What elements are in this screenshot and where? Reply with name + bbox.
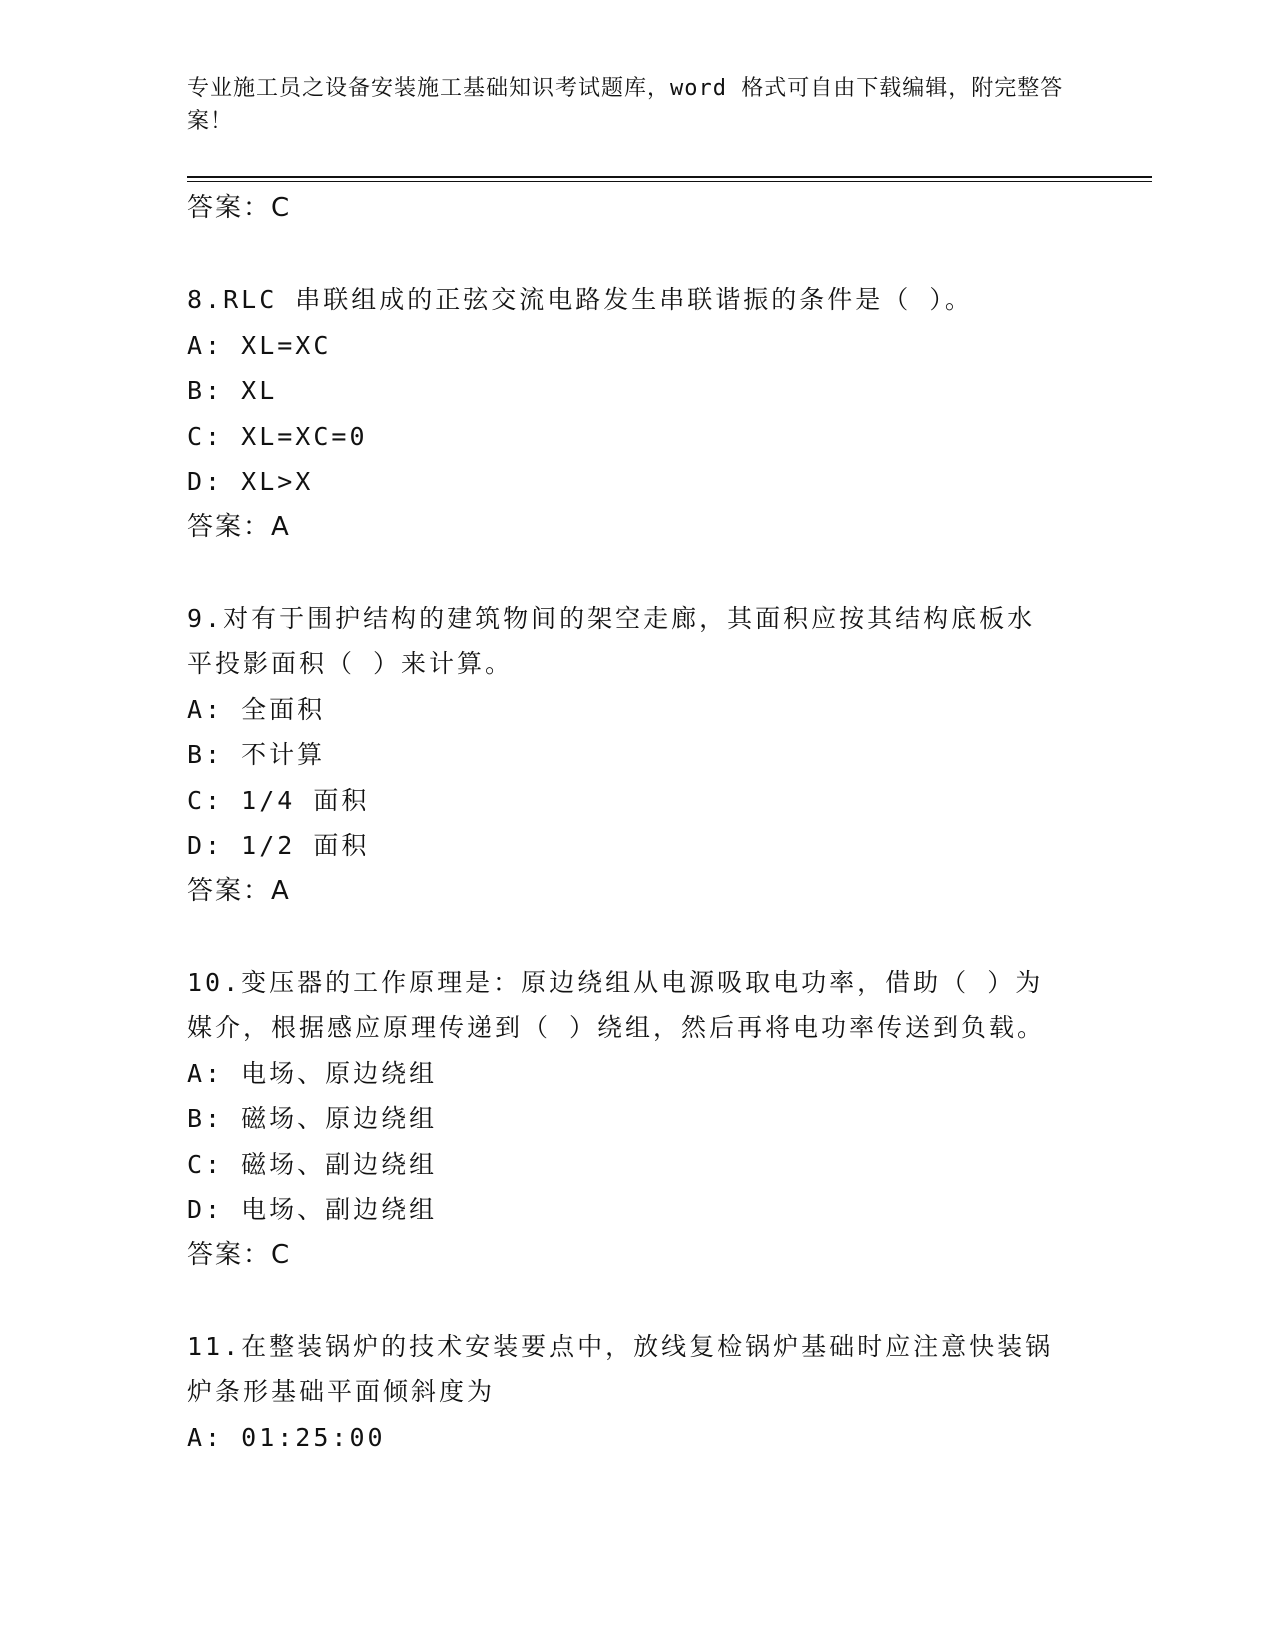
header-rule-thin bbox=[187, 181, 1152, 182]
question-item bbox=[187, 596, 1087, 915]
question-stem: 8.RLC 串联组成的正弦交流电路发生串联谐振的条件是（ ）。 bbox=[187, 285, 973, 314]
spacer bbox=[187, 550, 1087, 596]
answer-line: 答案：A bbox=[187, 511, 291, 542]
option-a: A: 全面积 bbox=[187, 694, 326, 724]
answer-line: 答案：A bbox=[187, 875, 291, 906]
option-d: D: 电场、副边绕组 bbox=[187, 1195, 438, 1224]
question-stem-continued: 炉条形基础平面倾斜度为 bbox=[187, 1377, 496, 1406]
option-b: B: 不计算 bbox=[187, 740, 326, 769]
option-a: A: 电场、原边绕组 bbox=[187, 1058, 438, 1088]
option-d: D: XL>X bbox=[187, 467, 314, 496]
spacer bbox=[187, 1278, 1087, 1324]
option-b: B: XL bbox=[187, 376, 278, 405]
question-stem-continued: 媒介，根据感应原理传递到（ ）绕组，然后再将电功率传送到负载。 bbox=[187, 1013, 1046, 1042]
question-stem-continued: 平投影面积（ ）来计算。 bbox=[187, 649, 514, 678]
question-stem: 11.在整装锅炉的技术安装要点中，放线复检锅炉基础时应注意快装锅 bbox=[187, 1331, 1054, 1361]
answer-line: 答案：C bbox=[187, 193, 292, 223]
option-c: C: 磁场、副边绕组 bbox=[187, 1149, 438, 1179]
question-list bbox=[187, 186, 1087, 1460]
option-d: D: 1/2 面积 bbox=[187, 831, 370, 860]
header-rule-thick bbox=[187, 176, 1152, 178]
question-stem: 9.对有于围护结构的建筑物间的架空走廊，其面积应按其结构底板水 bbox=[187, 603, 1036, 633]
option-a: A: 01:25:00 bbox=[187, 1422, 386, 1452]
question-item bbox=[187, 1324, 1087, 1461]
spacer bbox=[187, 914, 1087, 960]
question-item bbox=[187, 960, 1087, 1279]
option-c: C: 1/4 面积 bbox=[187, 785, 370, 815]
spacer bbox=[187, 232, 1087, 278]
document-header: 专业施工员之设备安装施工基础知识考试题库，word 格式可自由下载编辑，附完整答案！ bbox=[187, 76, 1064, 134]
option-c: C: XL=XC=0 bbox=[187, 421, 368, 451]
option-b: B: 磁场、原边绕组 bbox=[187, 1104, 438, 1133]
option-a: A: XL=XC bbox=[187, 330, 332, 360]
answer-line: 答案：C bbox=[187, 1239, 292, 1270]
question-stem: 10.变压器的工作原理是：原边绕组从电源吸取电功率，借助（ ）为 bbox=[187, 967, 1044, 997]
question-item bbox=[187, 277, 1087, 550]
